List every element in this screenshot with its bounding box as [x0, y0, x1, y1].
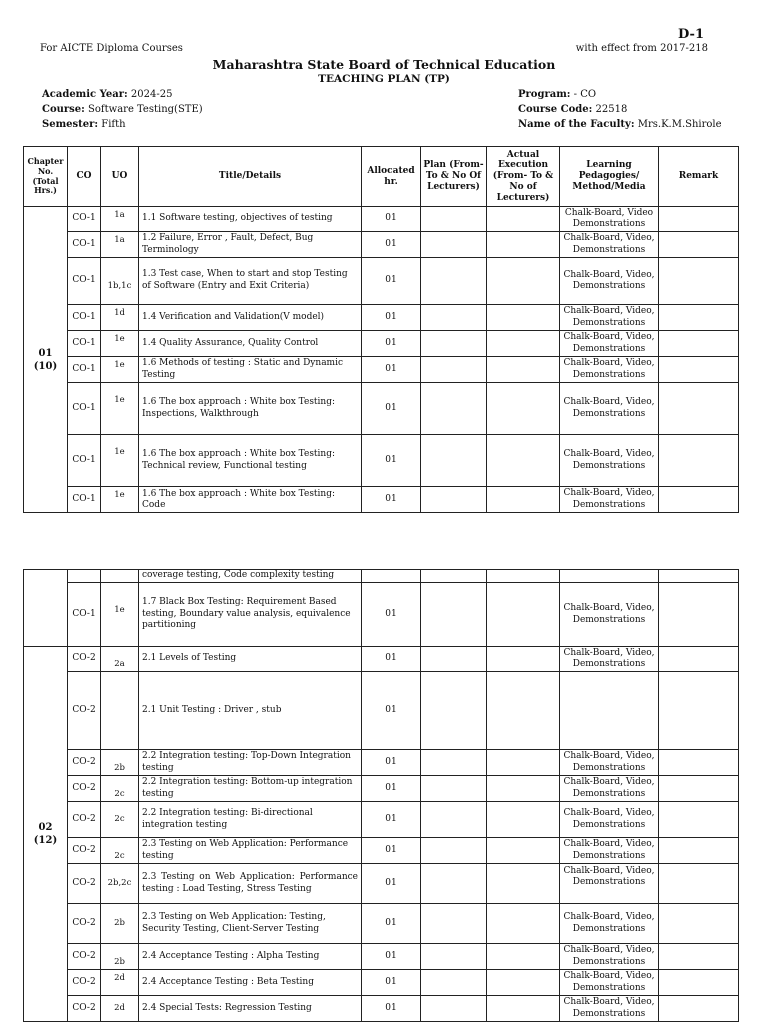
plan-cell	[421, 672, 487, 750]
allocated-cell: 01	[362, 838, 421, 864]
teaching-plan-table-page2	[23, 569, 739, 1022]
allocated-cell: 01	[362, 487, 421, 513]
table-row	[24, 802, 739, 838]
semester-label: Semester:	[42, 119, 99, 130]
plan-cell	[421, 864, 487, 904]
aicte-note: For AICTE Diploma Courses	[40, 43, 183, 54]
allocated-cell	[362, 570, 421, 583]
remark-cell	[659, 647, 739, 672]
title-cell: 2.4 Acceptance Testing : Alpha Testing	[139, 944, 362, 970]
chapter-number: 02	[38, 822, 53, 833]
uo-cell	[101, 570, 139, 583]
pedagogy-cell: Chalk-Board, Video Demonstrations	[560, 207, 659, 232]
co-cell: CO-2	[68, 864, 101, 904]
chapter-number: 01	[38, 347, 53, 359]
remark-cell	[659, 383, 739, 435]
plan-cell	[421, 435, 487, 487]
remark-cell	[659, 904, 739, 944]
co-cell: CO-2	[68, 802, 101, 838]
plan-cell	[421, 232, 487, 258]
title-cell: 1.6 Methods of testing : Static and Dynamic Testing	[139, 357, 362, 383]
table-row-continued	[24, 570, 739, 583]
uo-cell: 2d	[101, 970, 139, 996]
allocated-cell: 01	[362, 207, 421, 232]
actual-cell	[487, 232, 560, 258]
header-allocated: Allocated hr.	[362, 147, 421, 207]
actual-cell	[487, 258, 560, 305]
faculty-value: Mrs.K.M.Shirole	[637, 119, 722, 130]
uo-cell: 1d	[101, 305, 139, 331]
academic-year-value: 2024-25	[130, 89, 173, 100]
title-cell: 2.1 Unit Testing : Driver , stub	[139, 672, 362, 750]
title-cell: 1.6 The box approach : White box Testing: Inspections, Walkthrough	[139, 383, 362, 435]
title-cell: 2.2 Integration testing: Bi-directional integration testing	[139, 802, 362, 838]
table-row	[24, 487, 739, 513]
header-title: Title/Details	[139, 147, 362, 207]
remark-cell	[659, 435, 739, 487]
uo-cell: 2c	[101, 802, 139, 838]
title-cell: 2.4 Acceptance Testing : Beta Testing	[139, 970, 362, 996]
table-row	[24, 207, 739, 232]
pedagogy-cell: Chalk-Board, Video, Demonstrations	[560, 357, 659, 383]
allocated-cell: 01	[362, 996, 421, 1022]
chapter-hours: (12)	[33, 835, 58, 846]
table-row	[24, 838, 739, 864]
program-line	[518, 87, 722, 102]
header-actual: Actual Execution (From- To & No of Lecturers)	[487, 147, 560, 207]
table-row	[24, 864, 739, 904]
plan-cell	[421, 838, 487, 864]
table-row	[24, 435, 739, 487]
uo-cell: 2b,2c	[101, 864, 139, 904]
chapter-hours: (10)	[33, 360, 58, 372]
chapter-cell	[24, 207, 68, 513]
allocated-cell: 01	[362, 583, 421, 647]
allocated-cell: 01	[362, 435, 421, 487]
course-label: Course:	[42, 104, 85, 115]
title-cell: 1.4 Verification and Validation(V model)	[139, 305, 362, 331]
allocated-cell: 01	[362, 383, 421, 435]
plan-cell	[421, 996, 487, 1022]
semester-value: Fifth	[101, 119, 126, 130]
table-row	[24, 331, 739, 357]
allocated-cell: 01	[362, 944, 421, 970]
remark-cell	[659, 305, 739, 331]
pedagogy-cell: Chalk-Board, Video, Demonstrations	[560, 750, 659, 776]
co-cell: CO-1	[68, 383, 101, 435]
co-cell: CO-2	[68, 838, 101, 864]
plan-cell	[421, 583, 487, 647]
title-cell: 2.3 Testing on Web Application: Performance testing : Load Testing, Stress Testing	[139, 864, 362, 904]
uo-cell: 1a	[101, 232, 139, 258]
plan-cell	[421, 305, 487, 331]
title-cell: 1.7 Black Box Testing: Requirement Based testing, Boundary value analysis, equivalence partitioning	[139, 583, 362, 647]
actual-cell	[487, 647, 560, 672]
remark-cell	[659, 232, 739, 258]
pedagogy-cell: Chalk-Board, Video, Demonstrations	[560, 904, 659, 944]
allocated-cell: 01	[362, 776, 421, 802]
table-row	[24, 258, 739, 305]
pedagogy-cell: Chalk-Board, Video, Demonstrations	[560, 435, 659, 487]
actual-cell	[487, 331, 560, 357]
pedagogy-cell: Chalk-Board, Video, Demonstrations	[560, 258, 659, 305]
actual-cell	[487, 583, 560, 647]
uo-cell: 1e	[101, 331, 139, 357]
pedagogy-cell	[560, 672, 659, 750]
table-row	[24, 383, 739, 435]
allocated-cell: 01	[362, 232, 421, 258]
header-plan: Plan (From- To & No Of Lecturers)	[421, 147, 487, 207]
table-row	[24, 944, 739, 970]
table-row	[24, 904, 739, 944]
allocated-cell: 01	[362, 750, 421, 776]
actual-cell	[487, 802, 560, 838]
plan-cell	[421, 207, 487, 232]
program-info	[518, 87, 722, 132]
remark-cell	[659, 357, 739, 383]
title-cell: 1.2 Failure, Error , Fault, Defect, Bug Terminology	[139, 232, 362, 258]
pedagogy-cell: Chalk-Board, Video, Demonstrations	[560, 996, 659, 1022]
pedagogy-cell: Chalk-Board, Video, Demonstrations	[560, 944, 659, 970]
remark-cell	[659, 944, 739, 970]
co-cell: CO-2	[68, 996, 101, 1022]
actual-cell	[487, 305, 560, 331]
remark-cell	[659, 838, 739, 864]
faculty-line	[518, 117, 722, 132]
plan-cell	[421, 383, 487, 435]
title-cell: 2.1 Levels of Testing	[139, 647, 362, 672]
course-value: Software Testing(STE)	[88, 104, 203, 115]
chapter-cell-continued	[24, 570, 68, 647]
uo-cell: 1e	[101, 487, 139, 513]
allocated-cell: 01	[362, 357, 421, 383]
plan-cell	[421, 331, 487, 357]
remark-cell	[659, 996, 739, 1022]
co-cell: CO-2	[68, 944, 101, 970]
actual-cell	[487, 904, 560, 944]
plan-cell	[421, 904, 487, 944]
co-cell: CO-1	[68, 487, 101, 513]
course-code-label: Course Code:	[518, 104, 593, 115]
plan-cell	[421, 647, 487, 672]
co-cell: CO-2	[68, 970, 101, 996]
table-row	[24, 996, 739, 1022]
remark-cell	[659, 802, 739, 838]
plan-cell	[421, 802, 487, 838]
allocated-cell: 01	[362, 904, 421, 944]
allocated-cell: 01	[362, 672, 421, 750]
actual-cell	[487, 838, 560, 864]
teaching-plan-table-page1	[23, 146, 739, 513]
co-cell: CO-1	[68, 331, 101, 357]
allocated-cell: 01	[362, 647, 421, 672]
allocated-cell: 01	[362, 331, 421, 357]
actual-cell	[487, 487, 560, 513]
actual-cell	[487, 435, 560, 487]
course-code-value: 22518	[595, 104, 628, 115]
co-cell: CO-2	[68, 904, 101, 944]
uo-cell: 1e	[101, 357, 139, 383]
header-chapter: Chapter No. (Total Hrs.)	[24, 147, 68, 207]
table-row	[24, 305, 739, 331]
title-cell: 1.1 Software testing, objectives of testing	[139, 207, 362, 232]
course-line	[42, 102, 203, 117]
remark-cell	[659, 776, 739, 802]
title-cell: 2.2 Integration testing: Bottom-up integration testing	[139, 776, 362, 802]
remark-cell	[659, 331, 739, 357]
title-cell: 2.3 Testing on Web Application: Testing, Security Testing, Client-Server Testing	[139, 904, 362, 944]
plan-cell	[421, 487, 487, 513]
pedagogy-cell: Chalk-Board, Video, Demonstrations	[560, 487, 659, 513]
pedagogy-cell: Chalk-Board, Video, Demonstrations	[560, 864, 659, 904]
table-row	[24, 750, 739, 776]
uo-cell: 1e	[101, 583, 139, 647]
chapter-cell	[24, 647, 68, 1022]
co-cell: CO-2	[68, 647, 101, 672]
course-info	[42, 87, 203, 132]
semester-line	[42, 117, 203, 132]
co-cell: CO-1	[68, 435, 101, 487]
allocated-cell: 01	[362, 970, 421, 996]
actual-cell	[487, 776, 560, 802]
header-uo: UO	[101, 147, 139, 207]
co-cell: CO-2	[68, 776, 101, 802]
title-cell: 2.3 Testing on Web Application: Performance testing	[139, 838, 362, 864]
remark-cell	[659, 570, 739, 583]
table-row	[24, 232, 739, 258]
co-cell: CO-1	[68, 258, 101, 305]
table-row	[24, 970, 739, 996]
plan-cell	[421, 258, 487, 305]
remark-cell	[659, 583, 739, 647]
actual-cell	[487, 996, 560, 1022]
plan-cell	[421, 570, 487, 583]
plan-cell	[421, 357, 487, 383]
title-cell: 2.4 Special Tests: Regression Testing	[139, 996, 362, 1022]
program-label: Program:	[518, 89, 571, 100]
table-row	[24, 672, 739, 750]
pedagogy-cell: Chalk-Board, Video, Demonstrations	[560, 583, 659, 647]
uo-cell: 1a	[101, 207, 139, 232]
remark-cell	[659, 258, 739, 305]
co-cell: CO-1	[68, 305, 101, 331]
plan-title: TEACHING PLAN (TP)	[318, 73, 450, 85]
table-row	[24, 776, 739, 802]
actual-cell	[487, 357, 560, 383]
plan-cell	[421, 750, 487, 776]
co-cell: CO-1	[68, 207, 101, 232]
actual-cell	[487, 944, 560, 970]
header-remark: Remark	[659, 147, 739, 207]
pedagogy-cell: Chalk-Board, Video, Demonstrations	[560, 331, 659, 357]
effective-from: with effect from 2017-218	[575, 43, 708, 54]
uo-cell: 2b	[101, 904, 139, 944]
header-pedagogy: Learning Pedagogies/ Method/Media	[560, 147, 659, 207]
faculty-label: Name of the Faculty:	[518, 119, 635, 130]
title-cell: 2.2 Integration testing: Top-Down Integration testing	[139, 750, 362, 776]
academic-year-line	[42, 87, 203, 102]
academic-year-label: Academic Year:	[42, 89, 128, 100]
table-row	[24, 357, 739, 383]
allocated-cell: 01	[362, 305, 421, 331]
co-cell: CO-1	[68, 232, 101, 258]
actual-cell	[487, 970, 560, 996]
title-cell: 1.6 The box approach : White box Testing: Technical review, Functional testing	[139, 435, 362, 487]
program-value: - CO	[573, 89, 597, 100]
co-cell: CO-2	[68, 750, 101, 776]
pedagogy-cell: Chalk-Board, Video, Demonstrations	[560, 970, 659, 996]
remark-cell	[659, 207, 739, 232]
remark-cell	[659, 970, 739, 996]
uo-cell: 2a	[101, 647, 139, 672]
co-cell: CO-1	[68, 583, 101, 647]
document-id: D-1	[678, 27, 704, 42]
uo-cell: 2d	[101, 996, 139, 1022]
uo-cell: 2b	[101, 750, 139, 776]
plan-cell	[421, 776, 487, 802]
title-cell: 1.6 The box approach : White box Testing: Code	[139, 487, 362, 513]
board-title: Maharashtra State Board of Technical Education	[212, 57, 556, 72]
actual-cell	[487, 570, 560, 583]
title-cell: 1.4 Quality Assurance, Quality Control	[139, 331, 362, 357]
title-cell: coverage testing, Code complexity testing	[139, 570, 362, 583]
pedagogy-cell: Chalk-Board, Video, Demonstrations	[560, 838, 659, 864]
uo-cell: 2c	[101, 838, 139, 864]
header-co: CO	[68, 147, 101, 207]
uo-cell: 2c	[101, 776, 139, 802]
remark-cell	[659, 750, 739, 776]
title-cell: 1.3 Test case, When to start and stop Testing of Software (Entry and Exit Criteria)	[139, 258, 362, 305]
course-code-line	[518, 102, 722, 117]
actual-cell	[487, 864, 560, 904]
pedagogy-cell	[560, 570, 659, 583]
pedagogy-cell: Chalk-Board, Video, Demonstrations	[560, 383, 659, 435]
uo-cell: 1e	[101, 383, 139, 435]
co-cell	[68, 570, 101, 583]
allocated-cell: 01	[362, 258, 421, 305]
actual-cell	[487, 383, 560, 435]
allocated-cell: 01	[362, 864, 421, 904]
table-header-row	[24, 147, 739, 207]
remark-cell	[659, 487, 739, 513]
pedagogy-cell: Chalk-Board, Video, Demonstrations	[560, 232, 659, 258]
table-row	[24, 647, 739, 672]
remark-cell	[659, 672, 739, 750]
table-row	[24, 583, 739, 647]
uo-cell	[101, 672, 139, 750]
actual-cell	[487, 672, 560, 750]
uo-cell: 2b	[101, 944, 139, 970]
actual-cell	[487, 750, 560, 776]
allocated-cell: 01	[362, 802, 421, 838]
co-cell: CO-2	[68, 672, 101, 750]
pedagogy-cell: Chalk-Board, Video, Demonstrations	[560, 776, 659, 802]
pedagogy-cell: Chalk-Board, Video, Demonstrations	[560, 647, 659, 672]
plan-cell	[421, 944, 487, 970]
uo-cell: 1e	[101, 435, 139, 487]
pedagogy-cell: Chalk-Board, Video, Demonstrations	[560, 305, 659, 331]
actual-cell	[487, 207, 560, 232]
co-cell: CO-1	[68, 357, 101, 383]
remark-cell	[659, 864, 739, 904]
plan-cell	[421, 970, 487, 996]
pedagogy-cell: Chalk-Board, Video, Demonstrations	[560, 802, 659, 838]
uo-cell: 1b,1c	[101, 258, 139, 305]
